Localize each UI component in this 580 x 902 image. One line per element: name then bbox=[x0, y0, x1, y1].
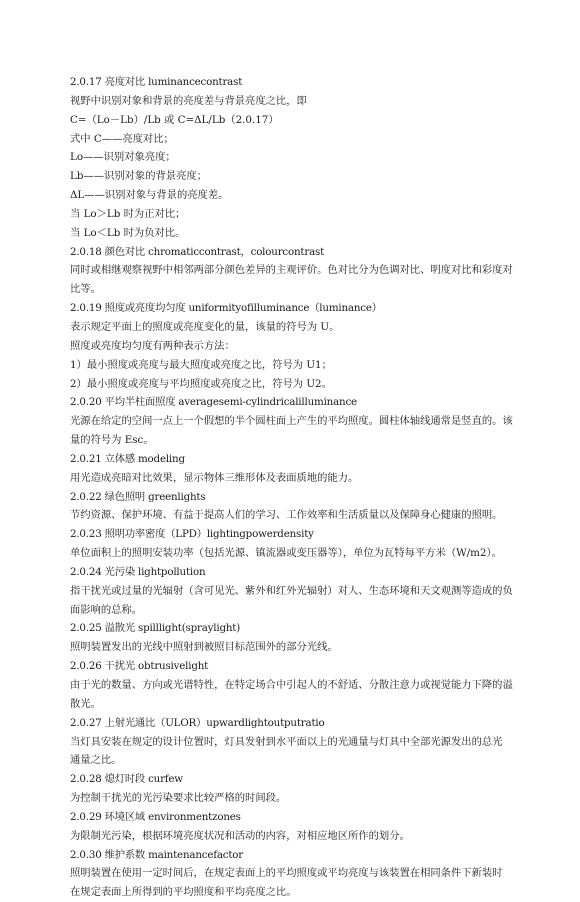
paragraph-line: 照度或亮度均匀度有两种表示方法： bbox=[70, 339, 235, 352]
paragraph-line: 照明装置在使用一定时间后，在规定表面上的平均照度或平均亮度与该装置在相同条件下新装时 bbox=[70, 867, 503, 880]
paragraph-line: 用光造成亮暗对比效果，显示物体三维形体及表面质地的能力。 bbox=[70, 471, 359, 484]
term-heading-2-0-22: 2.0.22 绿色照明 greenlights bbox=[70, 490, 206, 503]
paragraph-line: 当 Lo＜Lb 时为负对比。 bbox=[70, 226, 186, 239]
paragraph-line: 量的符号为 Esc。 bbox=[70, 434, 154, 447]
term-heading-2-0-20: 2.0.20 平均半柱面照度 averagesemi-cylindricalilluminance bbox=[70, 396, 357, 409]
paragraph-line: 比等。 bbox=[70, 283, 101, 296]
paragraph-line: 散光。 bbox=[70, 697, 101, 710]
paragraph-line: 为控制干扰光的光污染要求比较严格的时间段。 bbox=[70, 792, 287, 805]
paragraph-line: 光源在给定的空间一点上一个假想的半个圆柱面上产生的平均照度。圆柱体轴线通常是竖直的。该 bbox=[70, 415, 513, 428]
term-heading-2-0-30: 2.0.30 维护系数 maintenancefactor bbox=[70, 848, 243, 861]
paragraph-line: 照明装置发出的光线中照射到被照目标范围外的部分光线。 bbox=[70, 641, 338, 654]
term-heading-2-0-21: 2.0.21 立体感 modeling bbox=[70, 452, 185, 465]
list-item: 1）最小照度或亮度与最大照度或亮度之比，符号为 U1； bbox=[70, 358, 332, 371]
paragraph-line: 当灯具安装在规定的设计位置时，灯具发射到水平面以上的光通量与灯具中全部光源发出的总光 bbox=[70, 735, 503, 748]
list-item: 2）最小照度或亮度与平均照度或亮度之比，符号为 U2。 bbox=[70, 377, 332, 390]
paragraph-line: Lb——识别对象的背景亮度； bbox=[70, 170, 207, 183]
term-heading-2-0-17: 2.0.17 亮度对比 luminancecontrast bbox=[70, 76, 243, 88]
paragraph-line: 视野中识别对象和背景的亮度差与背景亮度之比，即 bbox=[70, 94, 307, 107]
paragraph-line: 节约资源、保护环境、有益于提高人们的学习、工作效率和生活质量以及保障身心健康的照明。 bbox=[70, 509, 503, 522]
term-heading-2-0-29: 2.0.29 环境区域 environmentzones bbox=[70, 810, 241, 823]
term-heading-2-0-28: 2.0.28 熄灯时段 curfew bbox=[70, 773, 183, 786]
paragraph-line: 式中 C——亮度对比； bbox=[70, 132, 174, 145]
paragraph-line: 当 Lo＞Lb 时为正对比； bbox=[70, 207, 186, 220]
paragraph-line: 指干扰光或过量的光辐射（含可见光、紫外和红外光辐射）对人、生态环境和天文观测等造成的负 bbox=[70, 584, 513, 597]
paragraph-line: 表示规定平面上的照度或亮度变化的量，该量的符号为 U。 bbox=[70, 320, 340, 333]
term-heading-2-0-18: 2.0.18 颜色对比 chromaticcontrast，colourcontrast bbox=[70, 245, 325, 258]
term-heading-2-0-27: 2.0.27 上射光通比（ULOR）upwardlightoutputratio bbox=[70, 716, 325, 729]
term-heading-2-0-19: 2.0.19 照度或亮度均匀度 uniformityofilluminance（luminance） bbox=[70, 302, 382, 315]
paragraph-line: 同时或相继观察视野中相邻两部分颜色差异的主观评价。色对比分为色调对比、明度对比和彩度对 bbox=[70, 264, 513, 277]
paragraph-line: ΔL——识别对象与背景的亮度差。 bbox=[70, 189, 229, 202]
term-heading-2-0-23: 2.0.23 照明功率密度（LPD）lightingpowerdensity bbox=[70, 528, 314, 541]
document-body bbox=[70, 73, 515, 902]
paragraph-line: 在规定表面上所得到的平均照度和平均亮度之比。 bbox=[70, 886, 297, 899]
paragraph-line: Lo——识别对象亮度； bbox=[70, 151, 176, 164]
paragraph-line: 通量之比。 bbox=[70, 754, 122, 767]
formula-line: C=（Lo－Lb）/Lb 或 C=ΔL/Lb（2.0.17） bbox=[70, 113, 279, 126]
term-heading-2-0-26: 2.0.26 干扰光 obtrusivelight bbox=[70, 660, 209, 673]
paragraph-line: 为限制光污染，根据环境亮度状况和活动的内容，对相应地区所作的划分。 bbox=[70, 829, 410, 842]
term-heading-2-0-25: 2.0.25 溢散光 spilllight(spraylight) bbox=[70, 622, 241, 635]
term-heading-2-0-24: 2.0.24 光污染 lightpollution bbox=[70, 565, 206, 578]
paragraph-line: 单位面积上的照明安装功率（包括光源、镇流器或变压器等），单位为瓦特每平方米（W/m2）。 bbox=[70, 547, 502, 560]
paragraph-line: 面影响的总称。 bbox=[70, 603, 143, 616]
paragraph-line: 由于光的数量、方向或光谱特性，在特定场合中引起人的不舒适、分散注意力或视觉能力下降的溢 bbox=[70, 679, 513, 691]
